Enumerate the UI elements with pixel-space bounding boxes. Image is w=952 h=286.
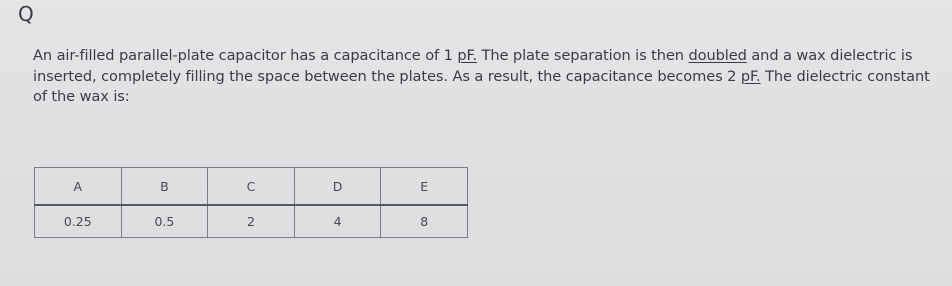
question-text-part2: The plate separation is then	[477, 47, 689, 64]
question-number: Q	[18, 2, 34, 26]
choice-letter-a[interactable]: A	[35, 168, 122, 206]
choice-value-e[interactable]: 8	[381, 205, 468, 238]
choice-letter-d[interactable]: D	[294, 168, 381, 206]
unit-pf-1: pF.	[457, 47, 477, 64]
question-text	[33, 46, 938, 108]
unit-pf-2: pF.	[740, 67, 761, 85]
choice-value-c[interactable]: 2	[208, 205, 295, 238]
choice-value-b[interactable]: 0.5	[121, 205, 208, 238]
choice-letters-row	[35, 168, 468, 206]
answer-choices-table	[34, 167, 468, 238]
choice-value-a[interactable]: 0.25	[35, 205, 122, 238]
emphasis-doubled: doubled	[688, 47, 747, 64]
question-text-part1: An air-filled parallel-plate capacitor has a capacitance of 1	[33, 47, 458, 64]
question-text-part3: and a wax dielectric is inserted, completely filling the space between the plates. As a result, the capacitance becomes 2	[33, 47, 913, 85]
choice-letter-b[interactable]: B	[121, 168, 208, 206]
choice-values-row	[35, 205, 468, 238]
question-text-part4: The dielectric constant of the wax is:	[33, 67, 930, 105]
choice-value-d[interactable]: 4	[294, 205, 381, 238]
choice-letter-c[interactable]: C	[208, 168, 295, 206]
choice-letter-e[interactable]: E	[381, 168, 468, 206]
